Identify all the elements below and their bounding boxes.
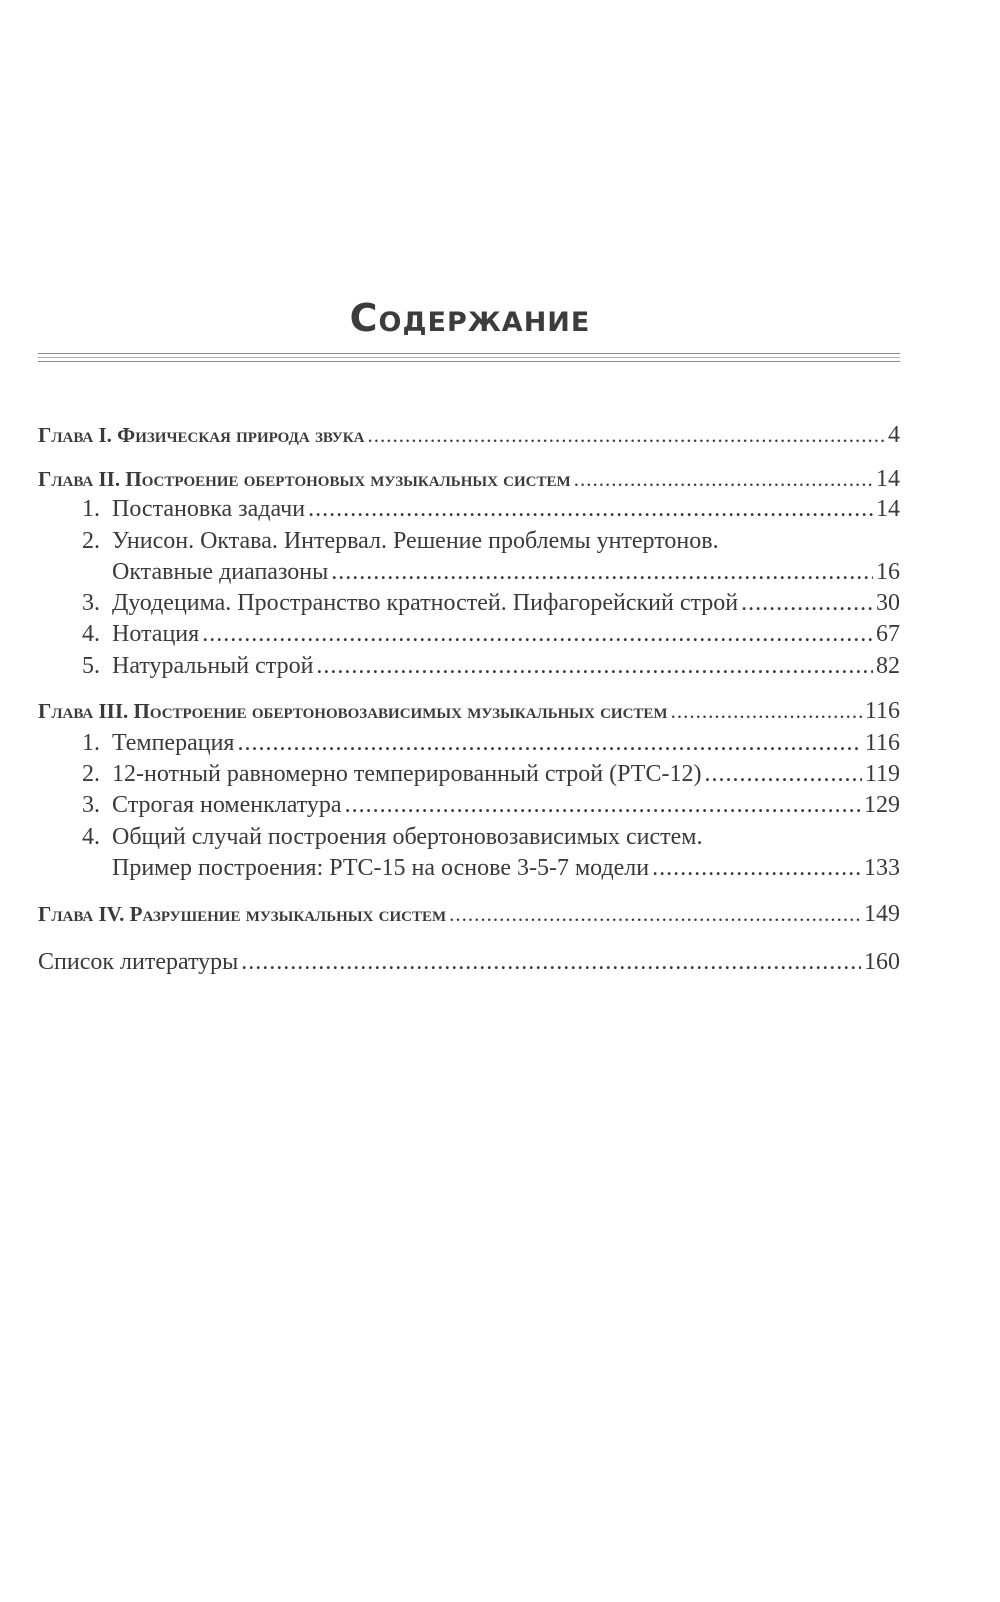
dot-leader: [308, 494, 873, 524]
toc-page-number: 4: [888, 422, 900, 448]
toc-item-label: Нотация: [112, 621, 200, 647]
toc-item-label: Пример построения: РТС-15 на основе 3-5-7 модели: [112, 855, 650, 881]
toc-page-number: 160: [864, 949, 900, 975]
dot-leader: [316, 651, 873, 681]
toc-item-label: Общий случай построения обертоновозависимых систем.: [112, 824, 703, 850]
dot-leader: [241, 947, 861, 977]
toc-page-number: 14: [876, 496, 900, 522]
toc-page-number: 133: [864, 855, 900, 881]
toc-page-number: 14: [876, 466, 900, 492]
toc-chapter-1[interactable]: [38, 420, 900, 450]
toc-page-number: 149: [864, 901, 900, 927]
toc-chapter-label: Глава I. Физическая природа звука: [38, 423, 365, 447]
title-rule: [38, 361, 900, 362]
toc-item-continuation[interactable]: [38, 853, 900, 883]
dot-leader: [704, 759, 861, 789]
page-title: Содержание: [349, 296, 591, 340]
toc-page-number: 16: [876, 559, 900, 585]
toc-item[interactable]: [38, 494, 900, 524]
toc-item-label: 12-нотный равномерно темперированный строй (РТС-12): [112, 761, 702, 787]
toc-page-number: 116: [864, 698, 900, 724]
toc-item-number: 1.: [82, 730, 100, 756]
toc-item-number: 4.: [82, 824, 100, 850]
toc-chapter-4[interactable]: [38, 899, 900, 929]
dot-leader: [449, 899, 861, 929]
toc-item[interactable]: [38, 526, 900, 556]
toc-item-number: 1.: [82, 496, 100, 522]
toc-item-label: Натуральный строй: [112, 653, 314, 679]
dot-leader: [331, 557, 873, 587]
toc-item[interactable]: [38, 822, 900, 852]
toc-page-number: 116: [864, 730, 900, 756]
toc-item-label: Строгая номенклатура: [112, 792, 342, 818]
toc-item[interactable]: [38, 790, 900, 820]
toc-item-number: 2.: [82, 528, 100, 554]
dot-leader: [652, 853, 861, 883]
toc-item-number: 3.: [82, 792, 100, 818]
toc-page-number: 119: [864, 761, 900, 787]
toc-item[interactable]: [38, 728, 900, 758]
toc-page-number: 129: [864, 792, 900, 818]
dot-leader: [671, 696, 862, 726]
toc-chapter-2[interactable]: [38, 464, 900, 494]
title-rule: [38, 353, 900, 354]
toc-item-label: Дуодецима. Пространство кратностей. Пифагорейский строй: [112, 590, 739, 616]
toc-chapter-3[interactable]: [38, 696, 900, 726]
toc-item[interactable]: [38, 619, 900, 649]
toc-chapter-label: Глава III. Построение обертоновозависимых музыкальных систем: [38, 699, 668, 723]
toc-page-number: 82: [876, 653, 900, 679]
toc-item-label: Постановка задачи: [112, 496, 306, 522]
toc-item[interactable]: [38, 651, 900, 681]
dot-leader: [367, 420, 885, 450]
toc-item-label: Темперация: [112, 730, 235, 756]
toc-item[interactable]: [38, 759, 900, 789]
toc-item-continuation[interactable]: [38, 557, 900, 587]
toc-item-number: 3.: [82, 590, 100, 616]
toc-bibliography-label: Список литературы: [38, 949, 239, 975]
toc-item-number: 5.: [82, 653, 100, 679]
title-rule: [38, 357, 900, 358]
toc-bibliography[interactable]: [38, 947, 900, 977]
dot-leader: [741, 588, 873, 618]
toc-item[interactable]: [38, 588, 900, 618]
dot-leader: [202, 619, 873, 649]
toc-page-number: 67: [876, 621, 900, 647]
toc-item-number: 2.: [82, 761, 100, 787]
toc-page-number: 30: [876, 590, 900, 616]
dot-leader: [237, 728, 861, 758]
dot-leader: [574, 464, 873, 494]
toc-item-label: Унисон. Октава. Интервал. Решение проблемы унтертонов.: [112, 528, 719, 554]
toc-chapter-label: Глава II. Построение обертоновых музыкальных систем: [38, 467, 571, 491]
toc-item-label: Октавные диапазоны: [112, 559, 329, 585]
toc-chapter-label: Глава IV. Разрушение музыкальных систем: [38, 902, 447, 926]
toc-item-number: 4.: [82, 621, 100, 647]
dot-leader: [345, 790, 861, 820]
